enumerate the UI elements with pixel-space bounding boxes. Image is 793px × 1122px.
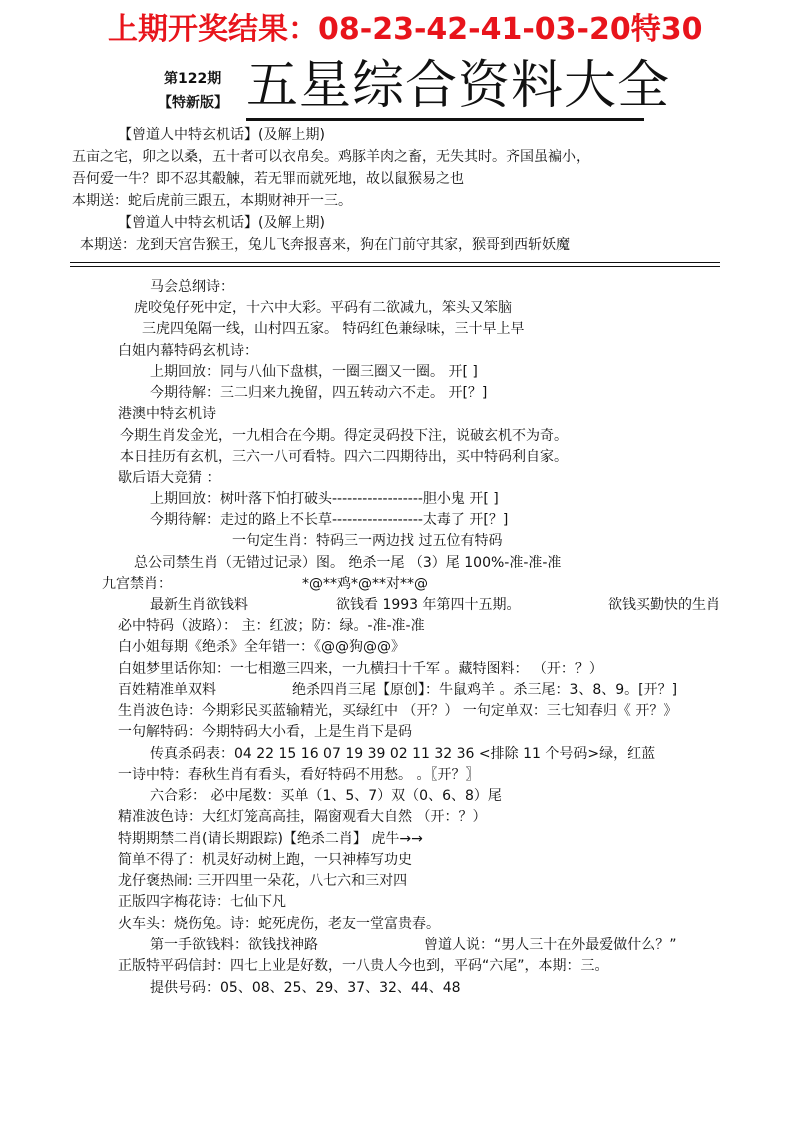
text-line: 五亩之宅，卯之以桑，五十者可以衣帛矣。鸡豚羊肉之畜，无失其时。齐国虽褊小，	[72, 149, 590, 165]
text-line: 特期期禁二肖(请长期跟踪)【绝杀二肖】 虎牛→→	[118, 831, 423, 847]
text-line: 白小姐每期《绝杀》全年错一：《@@狗@@》	[118, 639, 405, 655]
text-line: 生肖波色诗：今期彩民买蓝输精光，买绿红中 （开？） 一句定单双：三七知春归《 开？》	[118, 703, 678, 719]
text-line: 白姐梦里话你知：一七相邀三四来，一九横扫十千军 。藏特图料： （开：？）	[118, 661, 603, 677]
text-line: 欲钱看 1993 年第四十五期。	[336, 597, 521, 613]
text-line: 今期生肖发金光，一九相合在今期。得定灵码投下注，说破玄机不为奇。	[120, 428, 568, 444]
edition-label: 【特新版】	[158, 95, 228, 111]
draw-result-banner: 上期开奖结果：08-23-42-41-03-20特30	[108, 12, 703, 47]
text-line: 精准波色诗：大红灯笼高高挂，隔窗观看大自然 （开：？）	[118, 809, 487, 825]
text-line: 绝杀四肖三尾【原创】：牛鼠鸡羊 。杀三尾：3、8、9。[开？]	[292, 682, 678, 698]
text-line: 六合彩： 必中尾数：买单（1、5、7）双（0、6、8）尾	[150, 788, 502, 804]
text-line: 第一手欲钱料：欲钱找神路	[150, 937, 318, 953]
text-line: 上期回放：树叶落下怕打破头------------------胆小鬼 开[ ]	[150, 491, 499, 507]
text-line: 一句定生肖：特码三一两边找 过五位有特码	[232, 533, 503, 549]
text-line: 吾何爱一牛？即不忍其觳觫，若无罪而就死地，故以鼠猴易之也	[72, 171, 464, 187]
text-line: 今期待解：走过的路上不长草------------------太毒了 开[？]	[150, 512, 509, 528]
text-line: 简单不得了：机灵好动树上跑，一只神棒写功史	[118, 852, 412, 868]
text-line: 提供号码：05、08、25、29、37、32、44、48	[150, 980, 461, 996]
section-heading-1: 【曾道人中特玄机话】(及解上期)	[118, 127, 325, 143]
text-line: 本日挂历有玄机，三六一八可看特。四六二四期待出，买中特码利自家。	[120, 449, 568, 465]
text-line: 传真杀码表：04 22 15 16 07 19 39 02 11 32 36 <排除 11 个号码>绿，红蓝	[150, 746, 656, 762]
text-line: 本期送：龙到天宫告猴王，兔儿飞奔报喜来，狗在门前守其家，猴哥到西斩妖魔	[80, 237, 570, 253]
text-line: 一诗中特：春秋生肖有看头，看好特码不用愁。 。〖开？〗	[118, 767, 480, 783]
section-heading-2: 【曾道人中特玄机话】(及解上期)	[118, 215, 325, 231]
text-line: 必中特码（波路）： 主：红波；防：绿。-准-准-准	[118, 618, 425, 634]
text-line: 一句解特码：今期特码大小看，上是生肖下是码	[118, 724, 412, 740]
text-line: 上期回放：同与八仙下盘棋，一圈三圈又一圈。 开[ ]	[150, 364, 478, 380]
text-line: 今期待解：三二归来九挽留，四五转动六不走。 开[？]	[150, 385, 488, 401]
text-line: 正版特平码信封：四七上业是好数，一八贵人今也到，平码“六尾”，本期：三。	[118, 958, 609, 974]
issue-number: 第122期	[164, 71, 222, 87]
divider	[70, 262, 720, 263]
text-line: 三虎四兔隔一线，山村四五家。 特码红色兼绿味，三十早上早	[142, 321, 525, 337]
text-line: *@**鸡*@**对**@	[302, 576, 428, 592]
text-line: 最新生肖欲钱料	[150, 597, 248, 613]
text-line: 虎咬兔仔死中定，十六中大彩。平码有二欲减九，笨头又笨脑	[134, 300, 512, 316]
divider	[70, 266, 720, 267]
text-line: 龙仔褒热闹: 三开四里一朵花，八七六和三对四	[118, 873, 408, 889]
text-line: 本期送：蛇后虎前三跟五，本期财神开一三。	[72, 193, 352, 209]
text-line: 白姐内幕特码玄机诗：	[118, 343, 258, 359]
text-line: 马会总纲诗：	[150, 279, 234, 295]
text-line: 百姓精准单双料	[118, 682, 216, 698]
text-line: 总公司禁生肖（无错过记录）图。 绝杀一尾 （3）尾 100%-准-准-准	[134, 555, 562, 571]
text-line: 正版四字梅花诗：七仙下凡	[118, 894, 286, 910]
text-line: 九宫禁肖：	[102, 576, 172, 592]
text-line: 港澳中特玄机诗	[118, 406, 216, 422]
text-line: 曾道人说：“男人三十在外最爱做什么？”	[424, 937, 677, 953]
text-line: 歇后语大竞猜 ：	[118, 470, 221, 486]
page-title: 五星综合资料大全	[246, 56, 671, 116]
title-underline	[246, 118, 644, 121]
text-line: 欲钱买勤快的生肖	[608, 597, 720, 613]
text-line: 火车头：烧伤兔。诗：蛇死虎伤，老友一堂富贵春。	[118, 916, 440, 932]
